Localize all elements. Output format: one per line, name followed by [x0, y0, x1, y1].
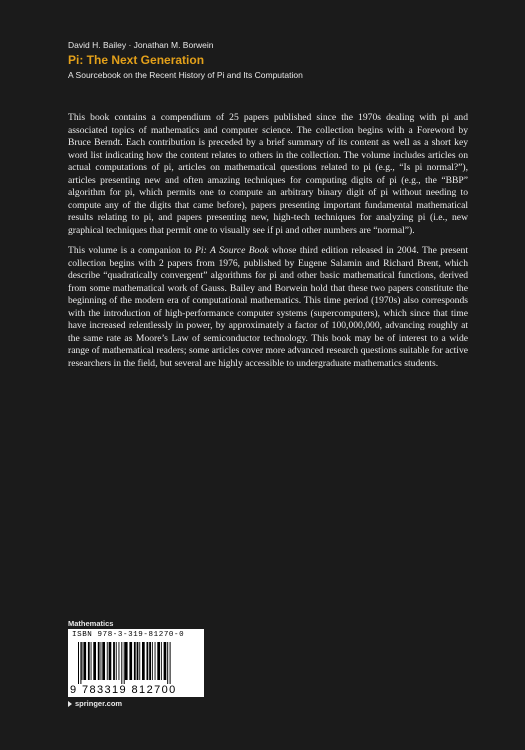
companion-book-title: Pi: A Source Book [195, 245, 269, 256]
barcode-bar [80, 642, 81, 684]
ean-digits: 9 783319 812700 [70, 684, 177, 696]
barcode-bar [78, 642, 79, 684]
blurb [68, 112, 468, 378]
barcode-bar [142, 642, 145, 680]
barcode-bar [88, 642, 90, 680]
barcode [68, 629, 204, 697]
barcode-bar [167, 642, 168, 684]
barcode-bar [149, 642, 151, 680]
book-title: Pi: The Next Generation [68, 53, 205, 67]
barcode-bar [98, 642, 100, 680]
barcode-bar [102, 642, 105, 680]
barcode-bar [147, 642, 149, 680]
barcode-bar [91, 642, 92, 680]
barcode-bar [116, 642, 117, 680]
barcode-bar [124, 642, 125, 684]
barcode-bar [107, 642, 108, 680]
barcode-bar [93, 642, 96, 680]
barcode-bar [129, 642, 132, 680]
publisher-url: springer.com [75, 699, 123, 708]
barcode-bars [72, 642, 200, 684]
barcode-bar [113, 642, 115, 680]
barcode-bar [152, 642, 153, 680]
barcode-bar [121, 642, 122, 684]
barcode-bar [109, 642, 112, 680]
barcode-bar [139, 642, 140, 680]
barcode-bar [170, 642, 171, 684]
barcode-bar [119, 642, 120, 680]
blurb-paragraph-1: This book contains a compendium of 25 papers published since the 1970s dealing with pi and associated topics of mathematics and computer science. The collection begins with a Foreword by Bruce Berndt. Each contribution is preceded by a brief summary of its content as well as a short key word list indicating how the content relates to others in the collection. The volume includes articles on actual computations of pi, articles on mathematical questions related to pi (e.g., “Is pi normal?”), articles presenting new and often amazing techniques for computing digits of pi (e.g., the “BBP” algorithm for pi, which permits one to compute an arbitrary binary digit of pi without needing to compute any of the digits that came before), papers presenting important fundamental mathematical results relating to pi, and papers presenting new, high-tech techniques for analyzing pi (i.e., new graphical techniques that permit one to visually see if pi and other numbers are “normal”). [68, 112, 468, 236]
barcode-bar [157, 642, 160, 680]
barcode-bar [134, 642, 136, 680]
barcode-bar [101, 642, 102, 680]
barcode-bar [155, 642, 156, 680]
barcode-bar [82, 642, 83, 680]
barcode-bar [83, 642, 86, 680]
authors: David H. Bailey · Jonathan M. Borwein [68, 40, 214, 50]
blurb-paragraph-2 [68, 245, 468, 370]
blurb-paragraph-2-rest: whose third edition released in 2004. The present collection begins with 2 papers from 1976, published by Eugene Salamin and Richard Brent, which describe “quadratically convergent” algorithms for pi and other basic mathematical functions, derived from some mathematical work of Gauss. Bailey and Borwein hold that these two papers constitute the beginning of the modern era of computational mathematics. This time period (1970s) also corresponds with the introduction of high-performance computer systems (supercomputers), which since that time have increased relentlessly in power, by approximately a factor of 100,000,000, advancing roughly at the same rate as Moore’s Law of semiconductor technology. This book may be of interest to a wide range of mathematical readers; some articles cover more advanced research questions suitable for active researchers in the field, but several are highly accessible to undergraduate mathematics students. [68, 245, 468, 369]
category-label: Mathematics [68, 619, 114, 628]
isbn-text: ISBN 978-3-319-81270-0 [72, 631, 185, 639]
barcode-bar [164, 642, 167, 680]
blurb-paragraph-2-lead: This volume is a companion to [68, 245, 196, 256]
book-subtitle: A Sourcebook on the Recent History of Pi and Its Computation [68, 70, 303, 80]
barcode-bar [161, 642, 162, 680]
triangle-right-icon [68, 701, 72, 707]
publisher-url-row [68, 699, 122, 708]
barcode-bar [125, 642, 128, 680]
barcode-bar [137, 642, 139, 680]
